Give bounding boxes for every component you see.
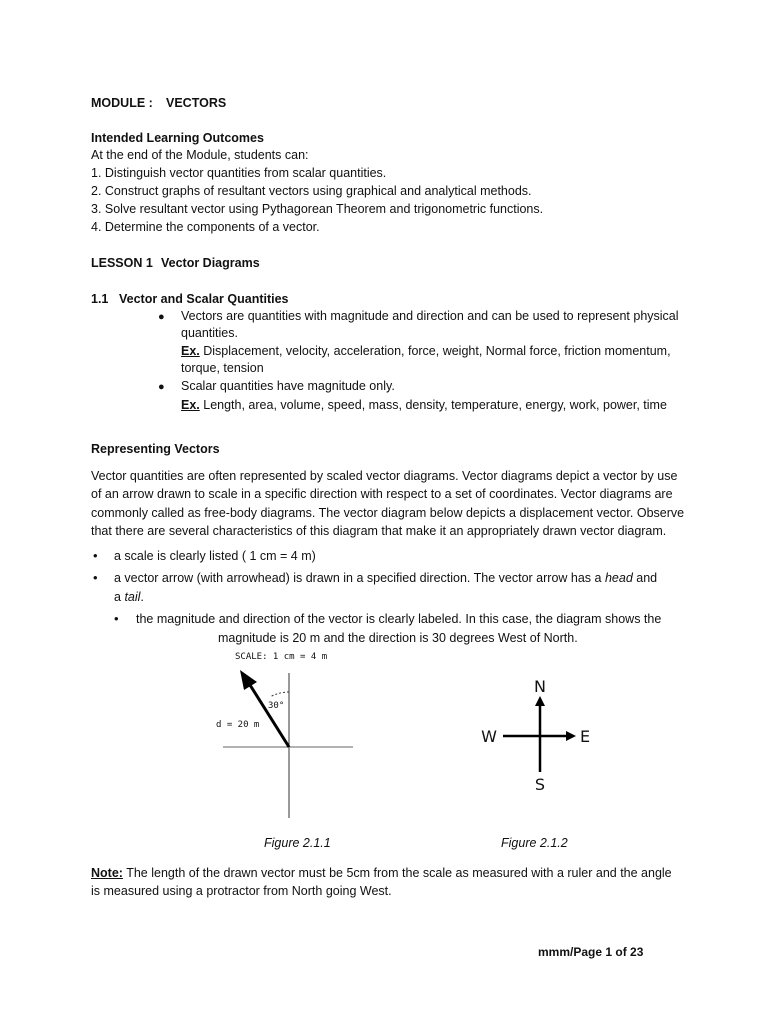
scale-label: SCALE: 1 cm = 4 m [235, 652, 328, 662]
tail-term: tail [124, 590, 141, 604]
vector-example-line1 [181, 342, 671, 360]
note-line1 [91, 864, 672, 882]
module-label: MODULE : [91, 96, 153, 110]
outcome-item-2: 2. Construct graphs of resultant vectors using graphical and analytical methods. [91, 184, 532, 198]
figure1-caption: Figure 2.1.1 [264, 836, 331, 850]
page-of: of [612, 945, 631, 959]
note-label: Note: [91, 866, 123, 880]
page-prefix: mmm/Page [538, 945, 606, 959]
representing-heading: Representing Vectors [91, 442, 220, 456]
angle-label: 30° [268, 701, 285, 711]
bullet-icon [93, 569, 98, 587]
representing-para-line2: of an arrow drawn to scale in a specific direction with respect to a set of coordinates. Vector diagrams are [91, 487, 673, 501]
vector-arrowhead-icon [240, 670, 257, 690]
north-arrowhead-icon [535, 696, 545, 706]
example-label: Ex. [181, 398, 200, 412]
scalar-example-text: Length, area, volume, speed, mass, density, temperature, energy, work, power, time [203, 398, 667, 412]
characteristic-arrow-line1 [114, 569, 657, 587]
scalar-definition: Scalar quantities have magnitude only. [181, 379, 395, 393]
characteristic-scale: a scale is clearly listed ( 1 cm = 4 m) [114, 549, 316, 563]
arrow-text: a vector arrow (with arrowhead) is drawn in a specified direction. The vector arrow has a [114, 571, 602, 585]
head-term: head [604, 571, 633, 585]
characteristic-label-line1: the magnitude and direction of the vector is clearly labeled. In this case, the diagram shows the [136, 612, 662, 626]
a-text: a [114, 590, 121, 604]
compass-diagram [470, 670, 600, 800]
compass-north-label: N [534, 677, 546, 696]
compass-west-label: W [481, 727, 497, 746]
outcomes-heading: Intended Learning Outcomes [91, 131, 264, 145]
vector-definition-line2: quantities. [181, 326, 238, 340]
period-text: . [140, 590, 144, 604]
outcome-item-4: 4. Determine the components of a vector. [91, 220, 320, 234]
bullet-icon [114, 610, 119, 628]
compass-south-label: S [534, 775, 546, 794]
section-title: Vector and Scalar Quantities [119, 292, 289, 306]
outcome-item-1: 1. Distinguish vector quantities from scalar quantities. [91, 166, 387, 180]
bullet-icon [158, 377, 165, 396]
bullet-icon [93, 547, 98, 565]
bullet-icon [158, 307, 165, 326]
vector-arrow-shaft [250, 685, 289, 747]
and-text: and [636, 571, 658, 585]
vector-definition-line1: Vectors are quantities with magnitude and direction and can be used to represent physical [181, 309, 679, 323]
note-line2: is measured using a protractor from North going West. [91, 884, 392, 898]
scalar-example [181, 396, 667, 414]
vector-diagram [200, 646, 370, 826]
vector-example-line2: torque, tension [181, 361, 264, 375]
characteristic-label-line2: magnitude is 20 m and the direction is 30 degrees West of North. [218, 631, 578, 645]
note-text-line1: The length of the drawn vector must be 5cm from the scale as measured with a ruler and the angle [126, 866, 672, 880]
page-current: 1 [605, 945, 613, 959]
representing-para-line4: that there are several characteristics of this diagram that make it an appropriately drawn vector diagram. [91, 524, 667, 538]
module-name: VECTORS [166, 96, 227, 110]
compass-east-label: E [579, 727, 591, 746]
outcome-item-3: 3. Solve resultant vector using Pythagorean Theorem and trigonometric functions. [91, 202, 544, 216]
example-label: Ex. [181, 344, 200, 358]
lesson-title: Vector Diagrams [161, 256, 260, 270]
outcomes-intro: At the end of the Module, students can: [91, 148, 309, 162]
magnitude-label: d = 20 m [216, 720, 260, 730]
vector-example-text: Displacement, velocity, acceleration, force, weight, Normal force, friction momentum, [203, 344, 671, 358]
lesson-number: LESSON 1 [91, 256, 153, 270]
figure2-caption: Figure 2.1.2 [501, 836, 568, 850]
page-total: 23 [630, 945, 644, 959]
page-number [538, 943, 643, 961]
east-arrowhead-icon [566, 731, 576, 741]
characteristic-arrow-line2 [114, 588, 144, 606]
angle-arc [270, 692, 289, 697]
representing-para-line1: Vector quantities are often represented by scaled vector diagrams. Vector diagrams depict a vector by use [91, 469, 678, 483]
section-number: 1.1 [91, 292, 109, 306]
representing-para-line3: commonly called as free-body diagrams. The vector diagram below depicts a displacement vector. Observe [91, 506, 685, 520]
